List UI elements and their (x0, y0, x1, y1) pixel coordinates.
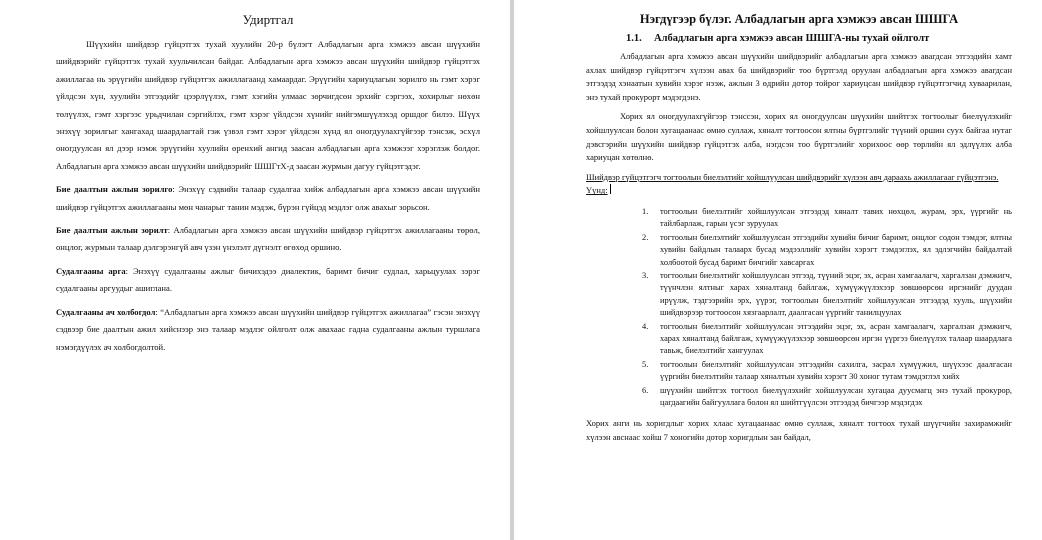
relevance-paragraph (56, 304, 480, 356)
list-item-number: 5. (642, 359, 649, 369)
list-item-text: тогтоолын биелэлтийг хойшлуулсан этгээдийн хувийн бичиг баримт, онцлог содон тэмдэг, ялтны хувийн байдлын талаарх бусад мэдээллийг хувийн хэрэгт тэмдэглэх, ял эдлэгчийн байдалтай холбоотой бусад баримт бичгийг хавсаргах (660, 232, 1012, 267)
list-item-text: тогтоолын биелэлтийг хойшлуулсан этгээдийн сахилга, засрал хүмүүжил, шүүхээс даалгасан үүргийн биелэлтийн талаар хяналтын хувийн хэрэгт 30 хоног тутам тэмдэглэл хийх (660, 359, 1012, 382)
list-item-number: 2. (642, 232, 649, 242)
method-label: Судалгааны арга (56, 265, 126, 276)
section-heading (626, 33, 1012, 44)
list-item-text: тогтоолын биелэлтийг хойшлуулсан этгээдийн эцэг, эх, асран хамгаалагч, харгалзан дэмжигч, харах хяналтанд байлгаж, хүмүүжүүлэхээр зөвшөөрсөн иргэн үүргээ биелүүлэх талаар шаардлага тавьж, биелэлтийг хангуулах (660, 321, 1012, 356)
task-paragraph (56, 222, 480, 257)
section-number: 1.1. (626, 33, 642, 44)
task-text: : Албадлагын арга хэмжээ авсан шүүхийн шийдвэр гүйцэтгэх ажиллагааны төрөл, онцлог, журмын талаар дэлгэрэнгүй авч үзэн үнэлэлт дүгнэлт өгөхөд оршино. (56, 225, 480, 253)
task-label: Бие даалтын ажлын зорилт (56, 225, 168, 236)
chapter-title: Нэгдүгээр бүлэг. Албадлагын арга хэмжээ авсан ШШГА (639, 12, 959, 26)
list-item-number: 4. (642, 321, 649, 331)
right-page (514, 0, 1042, 540)
text-cursor (610, 184, 611, 194)
underlined-text: Шийдвэр гүйцэтгэгч тогтоолын биелэлтийг хойшлуулсан шийдвэрийг хүлээн авч дараахь ажиллагааг гүйцэтгэнэ. Үүнд: (586, 171, 999, 196)
goal-paragraph (56, 181, 480, 216)
intro-paragraph: Шүүхийн шийдвэр гүйцэтгэх тухай хуулийн 20-р бүлэгт Албадлагын арга хэмжээ авсан шүүхийн шийдвэрийг гүйцэтгэх тухай хуульчилсан байдаг. Албадлагын арга хэмжээ авсан шүүхийн шийдвэр гүйцэтгэх ажиллагаа нь эрүүгийн шийдвэр гүйцэтгэх ажиллагаанд хамаардаг. Эрүүгийн хариуцлагын зорилго нь гэмт хэрэг үйлдсэн хүн, хуулийн этгээдийг цээрлүүлэх, гэмт хэгийн улмаас зөрчигдсөн эрхийг сэргээх, хохирлыг нөхөн төлүүлэх, гэмт хэргээс урьдчилан сэргийлэх, гэмт хэрэг үйлдсэн хүнийг нийгэмшүүлэхэд оршдог билээ. Шүүх энэхүү зорилгыг хангахад шаардлагтай гэж үзвэл гэмт хэрэг үйлдсэн хүнд ял оногдуулахгүйгээр тэнсэж, эсхүл оногдуулсан ял дээр нэмж эрүүгийн хуулийн өренхий ангид заасан албадлагын арга хэмжээг хэрэглэж болдог. Албадлагын арга хэмжээ авсан шүүхийн шийдвэрийг ШШГтХ-д заасан журмын дагуу гүйцэтгэдэг. (56, 39, 480, 171)
list-item (642, 321, 1012, 358)
list-item (642, 232, 1012, 269)
relevance-label: Судалгааны ач холбогдол (56, 306, 156, 317)
list-item-text: шүүхийн шийтгэх тогтоол биелүүлэхийг хойшлуулсан хугацаа дуусмагц энэ тухай прокурор, цагдаагийн байгууллага болон ял шийтгүүлсэн этгээдэд бичгээр мэдэгдэх (660, 385, 1012, 408)
paragraph-3: Хорих анги нь хоригдлыг хорих хлаас хугацаанаас өмнө суллаж, хяналт тогтоох тухай шүүгчийн захирамжийг хүлээн авснаас хойш 7 хоногийн дотор хоригдлын зан байдал, (586, 418, 1012, 443)
numbered-list (586, 206, 1012, 410)
paragraph-2: Хорих ял оногдуулахгүйгээр тэнссэн, хорих ял оногдуулсан шүүхийн шийтгэх тогтоолыг биелүүлэхийг хойшлуулсан болон хугацаанаас өмнө суллаж, хяналт тогтоосон ялтны бүртгэлийг түүний оршин суух байгаа нутаг дэвсгэрийн шүүхийн шийдвэр гүйцэтгэх алба, нэгдсэн тоо бүртгэлийг хорихоос өөр төрлийн ял эдлүүлэх алба хариуцан хөтөлнө. (586, 111, 1012, 163)
list-item (642, 385, 1012, 410)
list-item-text: тогтоолын биелэлтийг хойшлуулсан этгээд, түүний эцэг, эх, асран хамгаалагч, харгалзан дэмжигч, түүнчлэн ялтныг харах хяналтанд байлгаж, хүмүүжүүлэхээр зөвшөөрсөн иргэнийг дуудан ирүүлж, тэдгээрийн эрх, үүрэг, тогтоолын биелэлтийг хойшлуулсан этгээдэд хууль, шүүхийн шийдвэрээр тогтоосон хязгаарлалт, даалгасан үүргийг танилцуулах (660, 270, 1012, 318)
method-text: : Энэхүү судалгааны ажлыг бичихэдээ диалектик, баримт бичиг судлал, харьцуулах зэрэг судалгааны аргуудыг ашиглана. (56, 265, 481, 294)
section-title: Албадлагын арга хэмжээ авсан ШШГА-ны тухай ойлголт (654, 33, 930, 44)
list-item-number: 6. (642, 385, 649, 395)
list-item-text: тогтоолын биелэлтийг хойшлуулсан этгээдэд хяналт тавих нөхцөл, журам, эрх, үүргийг нь тайлбарлаж, гарын үсэг зуруулах (660, 206, 1012, 229)
list-item-number: 3. (642, 270, 649, 280)
paragraph-1: Албадлагын арга хэмжээ авсан шүүхийн шийдвэрийг албадлагын арга хэмжээ авагдсан этгээдийн хамт ахлах шийдвэр гүйцэтгэгч хүлээн авах ба шийдвэрийг тоо бүртгэлд оруулан албадлагын арга хэмжээ авагдсан этгээдэд хэнаатын хувийн хэрэг нээж, ажлын 3 өдрийн дотор тойрог хариуцсан шийдвэр гүйцэтгэгчид хуваарилан, энэ тухай прокурорт мэдэгдэнэ. (586, 51, 1012, 102)
relevance-text: : “Албадлагын арга хэмжээ авсан шүүхийн шийдвэр гүйцэтгэх ажиллагаа” гэсэн энэхүү сэдвээр бие даалтын ажил хийснээр энэ талаар мэдлэг ойлголт олж авахаас гадна судалгааны ажлын туршлага нэмэгдүүлэх ач холбогдолтой. (56, 306, 480, 352)
introduction-title: Удиртгал (242, 12, 294, 27)
list-item (642, 359, 1012, 384)
list-item (642, 270, 1012, 320)
underlined-paragraph[interactable] (586, 171, 1012, 198)
list-item-number: 1. (642, 206, 649, 216)
method-paragraph (56, 263, 480, 298)
left-page (0, 0, 510, 540)
list-item (642, 206, 1012, 231)
goal-text: : Энэхүү сэдвийн талаар судалгаа хийж албадлагын арга хэмжээ авсан шүүхийн шийдвэр гүйцэтгэх ажиллагааны мөн чанарыг танин мэдэж, бүрэн гүйцэд мэдлэг олж авахыг зорьсон. (56, 184, 480, 212)
goal-label: Бие даалтын ажлын зорилго (56, 184, 173, 195)
